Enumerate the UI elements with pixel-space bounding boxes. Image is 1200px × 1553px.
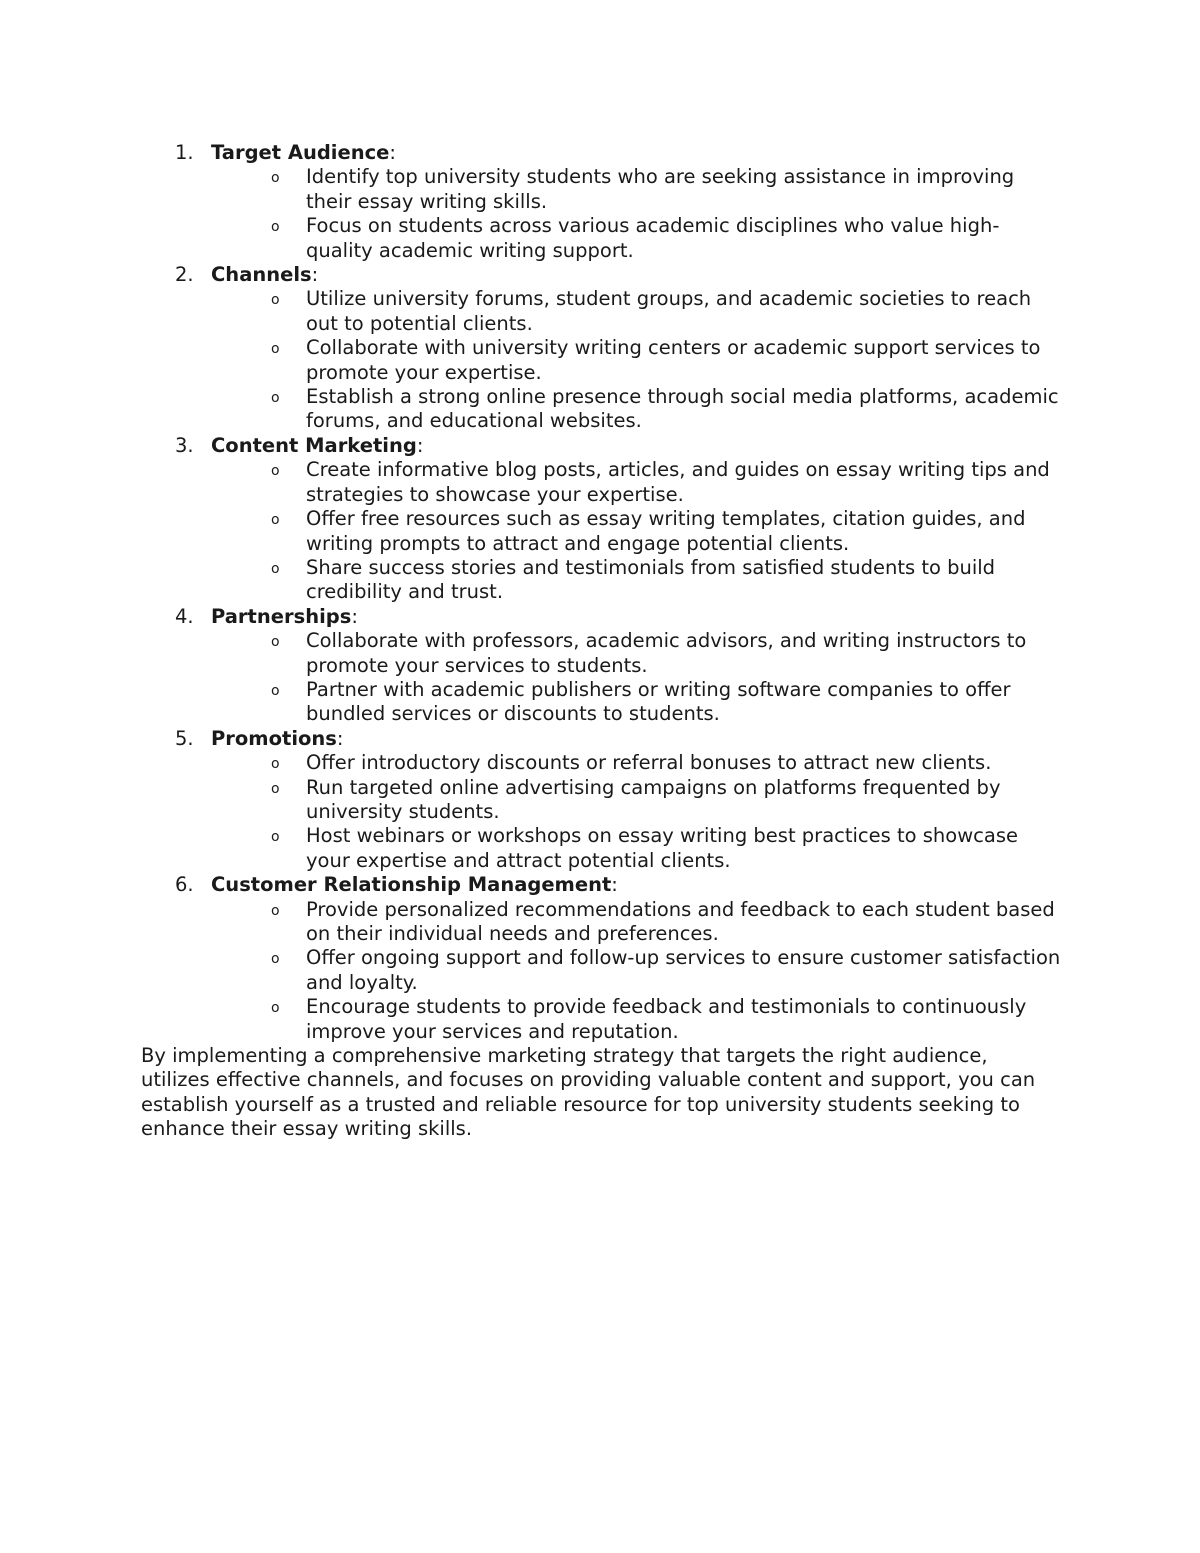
section-heading — [141, 141, 1071, 165]
section-heading — [141, 605, 1071, 629]
circle-bullet-icon: o — [271, 1000, 280, 1017]
list-section — [141, 434, 1071, 605]
list-item — [141, 214, 1071, 263]
list-item — [141, 336, 1071, 385]
list-item-text: Run targeted online advertising campaigns on platforms frequented by university students. — [306, 775, 1001, 823]
section-number: 6. — [175, 873, 194, 897]
list-item — [141, 946, 1071, 995]
section-title-colon: : — [389, 141, 396, 164]
list-item-text: Identify top university students who are seeking assistance in improving their essay writing skills. — [306, 165, 1015, 213]
list-section — [141, 727, 1071, 873]
numbered-list — [141, 141, 1071, 1044]
list-item-text: Host webinars or workshops on essay writing best practices to showcase your expertise and attract potential clients. — [306, 824, 1018, 872]
circle-bullet-icon: o — [271, 512, 280, 529]
circle-bullet-icon: o — [271, 560, 280, 577]
list-item — [141, 507, 1071, 556]
list-section — [141, 873, 1071, 1044]
document-body — [141, 141, 1071, 1142]
section-title: Customer Relationship Management — [211, 873, 612, 897]
circle-bullet-icon: o — [271, 634, 280, 651]
list-item-text: Collaborate with university writing centers or academic support services to promote your expertise. — [306, 336, 1041, 384]
section-number: 5. — [175, 726, 194, 750]
circle-bullet-icon: o — [271, 682, 280, 699]
section-number: 4. — [175, 604, 194, 628]
section-number: 3. — [175, 433, 194, 457]
section-title: Promotions — [211, 726, 337, 750]
list-item — [141, 287, 1071, 336]
list-item — [141, 776, 1071, 825]
section-title-colon: : — [611, 873, 618, 897]
list-item — [141, 165, 1071, 214]
list-section — [141, 141, 1071, 263]
section-heading — [141, 727, 1071, 751]
list-item — [141, 995, 1071, 1044]
circle-bullet-icon: o — [271, 780, 280, 797]
section-title-colon: : — [416, 433, 424, 457]
circle-bullet-icon: o — [271, 951, 280, 968]
section-heading — [141, 434, 1071, 458]
list-item — [141, 385, 1071, 434]
list-item — [141, 824, 1071, 873]
list-item-text: Establish a strong online presence through social media platforms, academic forums, and educational websites. — [306, 385, 1059, 433]
list-item-text: Share success stories and testimonials from satisfied students to build credibility and trust. — [306, 555, 996, 604]
list-section — [141, 605, 1071, 727]
section-title: Channels — [211, 263, 312, 287]
circle-bullet-icon: o — [271, 829, 280, 846]
list-item — [141, 629, 1071, 678]
list-item-text: Create informative blog posts, articles, and guides on essay writing tips and strategies to showcase your expertise. — [306, 458, 1050, 506]
section-title-colon: : — [311, 263, 319, 287]
section-heading — [141, 873, 1071, 897]
list-item-text: Focus on students across various academic disciplines who value high-quality academic writing support. — [306, 214, 1000, 262]
list-item — [141, 458, 1071, 507]
circle-bullet-icon: o — [271, 292, 280, 309]
circle-bullet-icon: o — [271, 902, 280, 919]
list-item — [141, 678, 1071, 727]
list-item-text: Offer introductory discounts or referral bonuses to attract new clients. — [306, 751, 992, 775]
circle-bullet-icon: o — [271, 170, 280, 187]
section-heading — [141, 263, 1071, 287]
list-item — [141, 556, 1071, 605]
list-item-text: Utilize university forums, student groups, and academic societies to reach out to potential clients. — [306, 287, 1032, 335]
circle-bullet-icon: o — [271, 463, 280, 480]
closing-paragraph: By implementing a comprehensive marketing strategy that targets the right audience, utilizes effective channels, and focuses on providing valuable content and support, you can establish yourself as a trusted and reliable resource for top university students seeking to enhance their essay writing skills. — [141, 1044, 1036, 1141]
circle-bullet-icon: o — [271, 390, 280, 407]
section-title: Partnerships — [211, 604, 352, 628]
section-title-colon: : — [336, 726, 344, 750]
list-item-text: Encourage students to provide feedback and testimonials to continuously improve your services and reputation. — [306, 995, 1027, 1043]
circle-bullet-icon: o — [271, 341, 280, 358]
section-number: 2. — [175, 263, 194, 287]
circle-bullet-icon: o — [271, 219, 280, 236]
section-title: Content Marketing — [211, 433, 417, 457]
section-number: 1. — [175, 141, 194, 164]
list-item — [141, 898, 1071, 947]
section-title: Target Audience — [211, 141, 390, 164]
list-item-text: Partner with academic publishers or writing software companies to offer bundled services or discounts to students. — [306, 677, 1011, 726]
section-title-colon: : — [351, 604, 358, 628]
list-item-text: Provide personalized recommendations and feedback to each student based on their individual needs and preferences. — [306, 897, 1055, 945]
list-item-text: Collaborate with professors, academic advisors, and writing instructors to promote your services to students. — [306, 629, 1027, 677]
list-item-text: Offer free resources such as essay writing templates, citation guides, and writing prompts to attract and engage potential clients. — [306, 507, 1026, 555]
list-item — [141, 751, 1071, 775]
list-item-text: Offer ongoing support and follow-up services to ensure customer satisfaction and loyalty. — [306, 946, 1061, 994]
circle-bullet-icon: o — [271, 756, 280, 773]
list-section — [141, 263, 1071, 434]
